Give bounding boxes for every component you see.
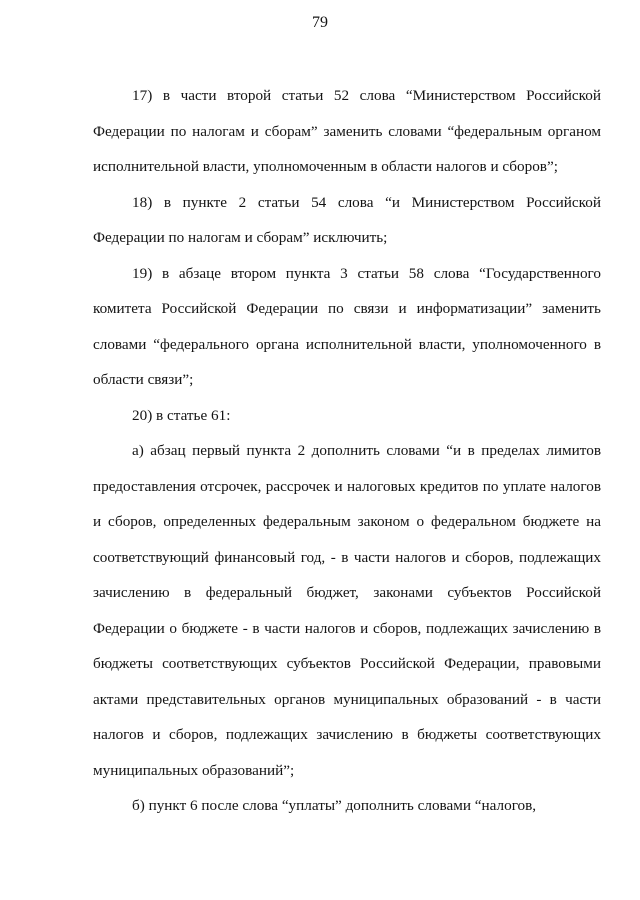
body-text — [93, 78, 601, 824]
paragraph-subitem-a: а) абзац первый пункта 2 дополнить словами “и в пределах лимитов предоставления отсрочек, рассрочек и налоговых кредитов по уплате налогов и сборов, определенных федеральным законом о федеральном бюджете на соответствующий финансовый год, - в части налогов и сборов, подлежащих зачислению в федеральный бюджет, законами субъектов Российской Федерации о бюджете - в части налогов и сборов, подлежащих зачислению в бюджеты соответствующих субъектов Российской Федерации, правовыми актами представительных органов муниципальных образований - в части налогов и сборов, подлежащих зачислению в бюджеты соответствующих муниципальных образований”; — [93, 442, 601, 779]
page-number: 79 — [312, 14, 328, 31]
paragraph-item-20: 20) в статье 61: — [132, 406, 231, 424]
paragraph-item-17: 17) в части второй статьи 52 слова “Министерством Российской Федерации по налогам и сборам” заменить словами “федеральным органом исполнительной власти, уполномоченным в области налогов и сборов”; — [93, 87, 601, 175]
paragraph-subitem-b: б) пункт 6 после слова “уплаты” дополнить словами “налогов, — [132, 797, 537, 814]
paragraph-item-19: 19) в абзаце втором пункта 3 статьи 58 слова “Государственного комитета Российской Федерации по связи и информатизации” заменить словами “федерального органа исполнительной власти, уполномоченного в области связи”; — [93, 264, 601, 388]
paragraph-item-18: 18) в пункте 2 статьи 54 слова “и Министерством Российской Федерации по налогам и сборам” исключить; — [93, 193, 601, 246]
